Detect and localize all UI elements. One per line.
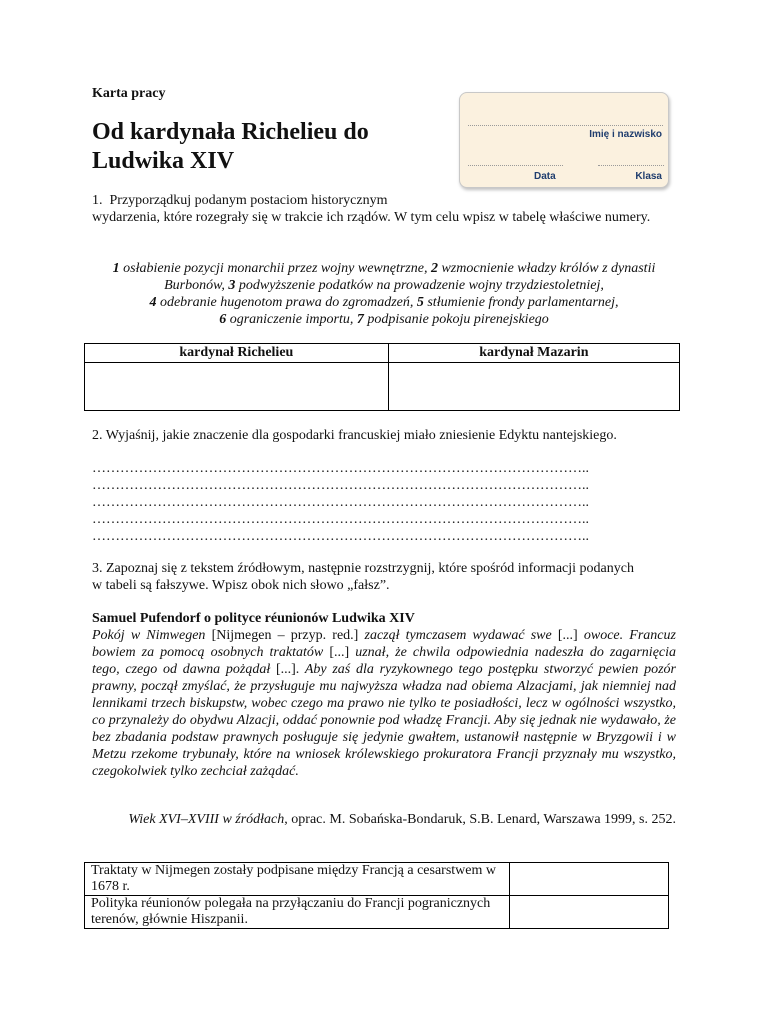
option-number: 7 xyxy=(356,312,364,327)
name-field-line[interactable] xyxy=(468,125,663,126)
class-field-line[interactable] xyxy=(598,165,664,166)
option-text: odebranie hugenotom prawa do zgromadzeń, xyxy=(159,295,414,310)
page-title: Od kardynała Richelieu do Ludwika XIV xyxy=(92,119,369,174)
task2-answer-area[interactable] xyxy=(92,460,676,545)
option-text: podwyższenie podatków na prowadzenie wojny trzydziestoletniej, xyxy=(238,278,604,293)
class-label: Klasa xyxy=(635,171,662,182)
source-title: Samuel Pufendorf o polityce réunionów Ludwika XIV xyxy=(92,611,415,626)
answer-line[interactable]: …………………………………………………………………………………………….. xyxy=(92,512,589,527)
option-text: wzmocnienie władzy królów z dynastii Burbonów, xyxy=(164,261,656,293)
answer-cell[interactable] xyxy=(510,863,669,896)
answer-line[interactable]: …………………………………………………………………………………………….. xyxy=(92,495,589,510)
statement-cell: Traktaty w Nijmegen zostały podpisane między Francją a cesarstwem w 1678 r. xyxy=(85,863,510,896)
source-text: Pokój w Nimwegen [Nijmegen – przyp. red.] zaczął tymczasem wydawać swe [...] owoce. Francuz bowiem za pomocą osobnych traktatów [...] uznał, że chwila odpowiednia nadeszła do zagarnięcia tego, czego od dawna pożądał [...]. Aby zaś dla ryzykownego tego postępku stworzyć pewien pozór prawny, począł zmyślać, że przysługuje mu najwyższa władza nad obiema Alzacjami, jak niemniej nad lennikami trzech biskupstw, wobec czego ma prawo nie tylko te posiadłości, lecz w ogólności wszystko, co przynależy do obydwu Alzacji, oddać ponownie pod władzę Francji. Aby się jednak nie wydawało, że bez zbadania podstaw prawnych posługuje się jedynie gwałtem, ustanowił następnie w Bryzgowii i w Metzu rzekome trybunały, które na wniosek królewskiego prokuratora Francji przyznały mu wszystko, czegokolwiek tylko zechciał zażądać. xyxy=(92,628,677,779)
option-text: stłumienie frondy parlamentarnej, xyxy=(427,295,619,310)
option-number: 3 xyxy=(228,278,236,293)
answer-line[interactable]: …………………………………………………………………………………………….. xyxy=(92,478,589,493)
option-number: 6 xyxy=(219,312,227,327)
task1-instruction: 1. Przyporządkuj podanym postaciom historycznym wydarzenia, które rozegrały się w trakcie ich rządów. W tym celu wpisz w tabelę właściwe numery. xyxy=(92,193,651,225)
option-number: 4 xyxy=(149,295,157,310)
worksheet-label: Karta pracy xyxy=(92,86,166,101)
column-header-richelieu: kardynał Richelieu xyxy=(85,344,389,363)
name-label: Imię i nazwisko xyxy=(589,129,662,140)
task1-table xyxy=(84,343,680,411)
date-label: Data xyxy=(534,171,556,182)
option-number: 2 xyxy=(430,261,438,276)
date-field-line[interactable] xyxy=(468,165,563,166)
option-text: ograniczenie importu, xyxy=(229,312,354,327)
answer-cell-richelieu[interactable] xyxy=(85,363,389,411)
task3-table xyxy=(84,862,669,929)
option-number: 5 xyxy=(416,295,424,310)
option-number: 1 xyxy=(112,261,120,276)
answer-line[interactable]: …………………………………………………………………………………………….. xyxy=(92,461,589,476)
answer-line[interactable]: …………………………………………………………………………………………….. xyxy=(92,529,589,544)
answer-cell-mazarin[interactable] xyxy=(388,363,679,411)
task1-options xyxy=(92,260,676,328)
table-row xyxy=(85,863,669,896)
source-citation: Wiek XVI–XVIII w źródłach, oprac. M. Sobańska-Bondaruk, S.B. Lenard, Warszawa 1999, s. 252. xyxy=(128,812,676,827)
task2-instruction: 2. Wyjaśnij, jakie znaczenie dla gospodarki francuskiej miało zniesienie Edyktu nantejskiego. xyxy=(92,428,617,443)
task3-instruction: 3. Zapoznaj się z tekstem źródłowym, następnie rozstrzygnij, które spośród informacji podanych w tabeli są fałszywe. Wpisz obok nich słowo „fałsz”. xyxy=(92,561,634,593)
column-header-mazarin: kardynał Mazarin xyxy=(388,344,679,363)
answer-cell[interactable] xyxy=(510,896,669,929)
statement-cell: Polityka réunionów polegała na przyłączaniu do Francji pogranicznych terenów, głównie Hiszpanii. xyxy=(85,896,510,929)
option-text: osłabienie pozycji monarchii przez wojny wewnętrzne, xyxy=(123,261,428,276)
table-row xyxy=(85,896,669,929)
option-text: podpisanie pokoju pirenejskiego xyxy=(367,312,549,327)
student-info-box xyxy=(459,92,669,188)
